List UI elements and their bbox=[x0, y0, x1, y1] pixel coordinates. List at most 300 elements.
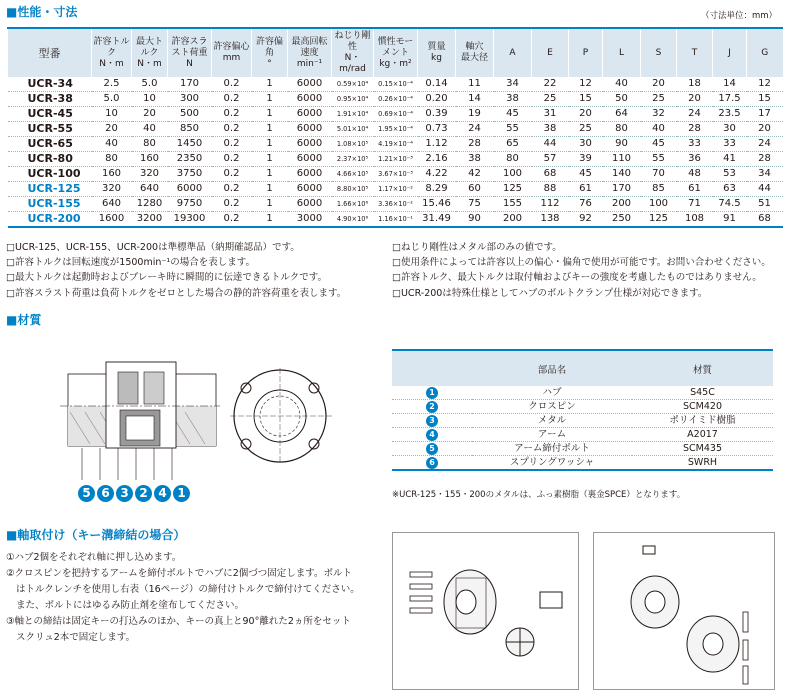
spec-header-unit: kg bbox=[431, 53, 442, 63]
spec-value-cell: 9750 bbox=[168, 197, 212, 212]
spec-value-cell: 20 bbox=[569, 107, 603, 122]
spec-header-label: 許容偏角 bbox=[255, 36, 283, 58]
spec-section-title: ■性能・寸法 bbox=[6, 5, 78, 19]
callout-number: 2 bbox=[135, 485, 152, 502]
spec-value-cell: 2.16 bbox=[418, 152, 456, 167]
spec-value-cell: 5.0 bbox=[92, 92, 132, 107]
spec-value-cell: 45 bbox=[569, 167, 603, 182]
spec-value-cell: 1.21×10⁻³ bbox=[374, 152, 418, 167]
note: □許容トルクは回転速度が1500min⁻¹の場合を表します。 bbox=[6, 257, 255, 269]
spec-value-cell: 160 bbox=[132, 152, 168, 167]
material-header-no bbox=[392, 350, 472, 386]
spec-value-cell: 44 bbox=[532, 137, 569, 152]
spec-value-cell: 0.2 bbox=[212, 212, 252, 228]
spec-value-cell: 48 bbox=[677, 167, 713, 182]
part-number-badge: 4 bbox=[426, 429, 438, 441]
spec-value-cell: 68 bbox=[747, 212, 783, 228]
spec-value-cell: 80 bbox=[494, 152, 532, 167]
callout-number: 3 bbox=[116, 485, 133, 502]
notes-left bbox=[6, 240, 346, 301]
spec-value-cell: 1.17×10⁻² bbox=[374, 182, 418, 197]
spec-header-label: P bbox=[582, 47, 589, 58]
spec-value-cell: 25 bbox=[641, 92, 677, 107]
spec-value-cell: 1.08×10⁵ bbox=[332, 137, 374, 152]
spec-value-cell: 24 bbox=[747, 137, 783, 152]
spec-value-cell: 34 bbox=[747, 167, 783, 182]
spec-value-cell: 4.90×10⁶ bbox=[332, 212, 374, 228]
spec-value-cell: 57 bbox=[532, 152, 569, 167]
spec-header-label: L bbox=[618, 47, 624, 58]
spec-value-cell: 0.15×10⁻⁴ bbox=[374, 77, 418, 92]
spec-value-cell: 0.95×10⁴ bbox=[332, 92, 374, 107]
spec-value-cell: 12 bbox=[569, 77, 603, 92]
spec-header-label: 許容トルク bbox=[93, 36, 130, 58]
spec-value-cell: 39 bbox=[569, 152, 603, 167]
spec-value-cell: 31 bbox=[532, 107, 569, 122]
spec-value-cell: 6000 bbox=[288, 167, 332, 182]
spec-header-label: G bbox=[761, 47, 769, 58]
material-number-cell bbox=[392, 456, 472, 471]
spec-value-cell: 112 bbox=[532, 197, 569, 212]
spec-value-cell: 0.59×10⁴ bbox=[332, 77, 374, 92]
material-note: ※UCR-125・155・200のメタルは、ふっ素樹脂（裏金SPCE）となります。 bbox=[392, 490, 686, 500]
spec-header-cell bbox=[8, 28, 92, 77]
spec-row bbox=[8, 137, 783, 152]
spec-value-cell: 300 bbox=[168, 92, 212, 107]
spec-header-cell bbox=[332, 28, 374, 77]
part-number-badge: 3 bbox=[426, 415, 438, 427]
spec-header-unit: N・m/rad bbox=[339, 53, 366, 74]
model-name-cell: UCR-155 bbox=[8, 197, 92, 212]
spec-value-cell: 40 bbox=[92, 137, 132, 152]
spec-header-label: 許容偏心 bbox=[213, 42, 250, 52]
spec-table bbox=[7, 27, 783, 228]
spec-value-cell: 6000 bbox=[168, 182, 212, 197]
spec-value-cell: 4.66×10⁵ bbox=[332, 167, 374, 182]
spec-value-cell: 41 bbox=[713, 152, 747, 167]
spec-header-cell bbox=[288, 28, 332, 77]
material-part-cell: アーム bbox=[472, 428, 632, 442]
mounting-step-line: はトルクレンチを使用し右表（16ページ）の締付けトルクで締付けてください。 bbox=[16, 584, 360, 595]
spec-row bbox=[8, 77, 783, 92]
spec-value-cell: 92 bbox=[569, 212, 603, 228]
spec-value-cell: 70 bbox=[641, 167, 677, 182]
spec-value-cell: 61 bbox=[677, 182, 713, 197]
material-material-cell: SCM420 bbox=[632, 400, 773, 414]
spec-value-cell: 33 bbox=[713, 137, 747, 152]
material-number-cell bbox=[392, 428, 472, 442]
spec-value-cell: 61 bbox=[569, 182, 603, 197]
spec-value-cell: 24 bbox=[456, 122, 494, 137]
spec-value-cell: 0.69×10⁻⁴ bbox=[374, 107, 418, 122]
spec-header-unit: N bbox=[186, 58, 193, 69]
spec-value-cell: 1600 bbox=[92, 212, 132, 228]
note: □UCR-200は特殊仕様としてハブのボルトクランプ仕様が対応できます。 bbox=[392, 287, 708, 299]
spec-value-cell: 100 bbox=[641, 197, 677, 212]
spec-value-cell: 85 bbox=[641, 182, 677, 197]
spec-value-cell: 38 bbox=[494, 92, 532, 107]
spec-header-cell bbox=[677, 28, 713, 77]
spec-value-cell: 1 bbox=[252, 137, 288, 152]
note: □最大トルクは起動時およびブレーキ時に瞬間的に伝達できるトルクです。 bbox=[6, 272, 327, 284]
mounting-step-line: ②クロスピンを把持するアームを締付ボルトでハブに2個づつ固定します。ボルト bbox=[6, 568, 353, 579]
spec-header-cell bbox=[132, 28, 168, 77]
model-name-cell: UCR-80 bbox=[8, 152, 92, 167]
spec-value-cell: 64 bbox=[603, 107, 641, 122]
spec-row bbox=[8, 167, 783, 182]
material-number-cell bbox=[392, 414, 472, 428]
spec-value-cell: 125 bbox=[641, 212, 677, 228]
mounting-section-title: ■軸取付け（キー溝締結の場合） bbox=[6, 528, 186, 542]
spec-value-cell: 80 bbox=[603, 122, 641, 137]
spec-value-cell: 170 bbox=[168, 77, 212, 92]
spec-value-cell: 1.95×10⁻⁴ bbox=[374, 122, 418, 137]
spec-header-label: 許容スラスト荷重 bbox=[171, 36, 208, 58]
spec-value-cell: 1.16×10⁻¹ bbox=[374, 212, 418, 228]
spec-value-cell: 110 bbox=[603, 152, 641, 167]
spec-value-cell: 1 bbox=[252, 212, 288, 228]
spec-value-cell: 0.2 bbox=[212, 122, 252, 137]
spec-value-cell: 25 bbox=[532, 92, 569, 107]
spec-header-cell bbox=[532, 28, 569, 77]
spec-value-cell: 44 bbox=[747, 182, 783, 197]
spec-value-cell: 60 bbox=[456, 182, 494, 197]
spec-value-cell: 20 bbox=[92, 122, 132, 137]
spec-value-cell: 1450 bbox=[168, 137, 212, 152]
material-number-cell bbox=[392, 400, 472, 414]
spec-value-cell: 3.67×10⁻³ bbox=[374, 167, 418, 182]
spec-value-cell: 90 bbox=[603, 137, 641, 152]
spec-value-cell: 1.12 bbox=[418, 137, 456, 152]
spec-value-cell: 20 bbox=[747, 122, 783, 137]
spec-value-cell: 1 bbox=[252, 107, 288, 122]
spec-header-cell bbox=[456, 28, 494, 77]
spec-header-unit: ° bbox=[267, 58, 272, 69]
spec-value-cell: 50 bbox=[603, 92, 641, 107]
spec-row bbox=[8, 197, 783, 212]
spec-value-cell: 6000 bbox=[288, 197, 332, 212]
spec-value-cell: 155 bbox=[494, 197, 532, 212]
spec-value-cell: 45 bbox=[494, 107, 532, 122]
model-name-cell: UCR-45 bbox=[8, 107, 92, 122]
spec-value-cell: 25 bbox=[569, 122, 603, 137]
spec-header-label: 型番 bbox=[38, 46, 61, 60]
spec-value-cell: 33 bbox=[677, 137, 713, 152]
spec-header-label: 質量 bbox=[427, 42, 446, 52]
spec-value-cell: 5.01×10⁴ bbox=[332, 122, 374, 137]
spec-value-cell: 36 bbox=[677, 152, 713, 167]
spec-value-cell: 18 bbox=[677, 77, 713, 92]
mounting-step-line: ③軸との締結は固定キーの打込みのほか、キーの真上と90°離れた2ヵ所をセット bbox=[6, 616, 351, 627]
spec-value-cell: 4.19×10⁻⁴ bbox=[374, 137, 418, 152]
spec-value-cell: 30 bbox=[569, 137, 603, 152]
spec-value-cell: 10 bbox=[92, 107, 132, 122]
material-part-cell: スプリングワッシャ bbox=[472, 456, 632, 471]
spec-value-cell: 0.2 bbox=[212, 182, 252, 197]
material-material-cell: ポリイミド樹脂 bbox=[632, 414, 773, 428]
material-row bbox=[392, 414, 773, 428]
mounting-step-line: ①ハブ2個をそれぞれ軸に押し込めます。 bbox=[6, 552, 182, 563]
spec-value-cell: 6000 bbox=[288, 107, 332, 122]
material-material-cell: SCM435 bbox=[632, 442, 773, 456]
spec-header-label: ねじり剛性 bbox=[334, 31, 371, 52]
spec-value-cell: 1 bbox=[252, 197, 288, 212]
spec-value-cell: 200 bbox=[494, 212, 532, 228]
spec-value-cell: 200 bbox=[603, 197, 641, 212]
spec-header-label: 最高回転速度 bbox=[291, 36, 328, 58]
spec-value-cell: 15 bbox=[747, 92, 783, 107]
spec-value-cell: 500 bbox=[168, 107, 212, 122]
spec-value-cell: 850 bbox=[168, 122, 212, 137]
spec-header-cell bbox=[713, 28, 747, 77]
spec-value-cell: 88 bbox=[532, 182, 569, 197]
spec-value-cell: 32 bbox=[641, 107, 677, 122]
spec-value-cell: 40 bbox=[641, 122, 677, 137]
spec-value-cell: 640 bbox=[92, 197, 132, 212]
spec-value-cell: 6000 bbox=[288, 92, 332, 107]
spec-value-cell: 65 bbox=[494, 137, 532, 152]
coupling-section-drawing bbox=[60, 352, 220, 492]
model-name-cell: UCR-38 bbox=[8, 92, 92, 107]
spec-header-unit: mm bbox=[222, 53, 241, 63]
spec-value-cell: 1 bbox=[252, 167, 288, 182]
material-table bbox=[392, 349, 773, 471]
part-number-badge: 5 bbox=[426, 443, 438, 455]
spec-value-cell: 28 bbox=[747, 152, 783, 167]
spec-value-cell: 80 bbox=[92, 152, 132, 167]
spec-header-cell bbox=[92, 28, 132, 77]
spec-value-cell: 3750 bbox=[168, 167, 212, 182]
callout-number: 5 bbox=[78, 485, 95, 502]
spec-value-cell: 19300 bbox=[168, 212, 212, 228]
spec-value-cell: 14 bbox=[456, 92, 494, 107]
spec-header-label: J bbox=[728, 47, 731, 58]
spec-value-cell: 1.66×10⁶ bbox=[332, 197, 374, 212]
note: □許容トルク、最大トルクは取付軸およびキーの強度を考慮したものではありません。 bbox=[392, 272, 762, 284]
spec-value-cell: 75 bbox=[456, 197, 494, 212]
spec-header-cell bbox=[212, 28, 252, 77]
callout-number: 1 bbox=[173, 485, 190, 502]
spec-value-cell: 1 bbox=[252, 77, 288, 92]
spec-value-cell: 0.39 bbox=[418, 107, 456, 122]
spec-value-cell: 55 bbox=[494, 122, 532, 137]
spec-value-cell: 20 bbox=[132, 107, 168, 122]
part-number-badge: 1 bbox=[426, 387, 438, 399]
spec-row bbox=[8, 107, 783, 122]
spec-header-cell bbox=[603, 28, 641, 77]
spec-value-cell: 5.0 bbox=[132, 77, 168, 92]
spec-value-cell: 45 bbox=[641, 137, 677, 152]
spec-value-cell: 24 bbox=[677, 107, 713, 122]
spec-value-cell: 125 bbox=[494, 182, 532, 197]
model-name-cell: UCR-200 bbox=[8, 212, 92, 228]
material-part-cell: クロスピン bbox=[472, 400, 632, 414]
coupling-end-view-drawing bbox=[228, 366, 336, 466]
spec-value-cell: 28 bbox=[456, 137, 494, 152]
spec-value-cell: 23.5 bbox=[713, 107, 747, 122]
spec-value-cell: 34 bbox=[494, 77, 532, 92]
spec-header-cell bbox=[494, 28, 532, 77]
model-name-cell: UCR-65 bbox=[8, 137, 92, 152]
model-name-cell: UCR-100 bbox=[8, 167, 92, 182]
spec-value-cell: 40 bbox=[603, 77, 641, 92]
spec-row bbox=[8, 122, 783, 137]
spec-value-cell: 0.2 bbox=[212, 107, 252, 122]
spec-value-cell: 76 bbox=[569, 197, 603, 212]
spec-header-label: S bbox=[655, 47, 662, 58]
spec-header-cell bbox=[418, 28, 456, 77]
spec-value-cell: 160 bbox=[92, 167, 132, 182]
part-number-callouts bbox=[78, 482, 192, 502]
spec-header-unit: min⁻¹ bbox=[296, 58, 323, 69]
spec-value-cell: 91 bbox=[713, 212, 747, 228]
model-name-cell: UCR-55 bbox=[8, 122, 92, 137]
spec-value-cell: 38 bbox=[456, 152, 494, 167]
spec-value-cell: 250 bbox=[603, 212, 641, 228]
spec-value-cell: 3.36×10⁻² bbox=[374, 197, 418, 212]
model-name-cell: UCR-34 bbox=[8, 77, 92, 92]
spec-value-cell: 80 bbox=[132, 137, 168, 152]
spec-value-cell: 28 bbox=[677, 122, 713, 137]
spec-value-cell: 640 bbox=[132, 182, 168, 197]
spec-row bbox=[8, 92, 783, 107]
spec-value-cell: 6000 bbox=[288, 77, 332, 92]
spec-value-cell: 138 bbox=[532, 212, 569, 228]
spec-value-cell: 3200 bbox=[132, 212, 168, 228]
spec-value-cell: 6000 bbox=[288, 122, 332, 137]
spec-value-cell: 63 bbox=[713, 182, 747, 197]
spec-value-cell: 40 bbox=[132, 122, 168, 137]
mounting-steps bbox=[6, 550, 360, 646]
spec-header-cell bbox=[168, 28, 212, 77]
spec-value-cell: 42 bbox=[456, 167, 494, 182]
spec-value-cell: 74.5 bbox=[713, 197, 747, 212]
notes-right bbox=[392, 240, 771, 301]
spec-value-cell: 17.5 bbox=[713, 92, 747, 107]
spec-row bbox=[8, 182, 783, 197]
material-material-cell: A2017 bbox=[632, 428, 773, 442]
spec-value-cell: 31.49 bbox=[418, 212, 456, 228]
note: □UCR-125、UCR-155、UCR-200は準標準品（納期確認品）です。 bbox=[6, 242, 300, 253]
spec-value-cell: 0.26×10⁻⁴ bbox=[374, 92, 418, 107]
spec-row bbox=[8, 212, 783, 228]
material-row bbox=[392, 456, 773, 471]
spec-header-label: E bbox=[547, 47, 553, 58]
spec-value-cell: 71 bbox=[677, 197, 713, 212]
assembly-illustration-left bbox=[392, 532, 579, 690]
spec-value-cell: 90 bbox=[456, 212, 494, 228]
spec-header-label: 軸穴 bbox=[465, 42, 484, 52]
spec-row bbox=[8, 152, 783, 167]
spec-value-cell: 19 bbox=[456, 107, 494, 122]
spec-value-cell: 1 bbox=[252, 92, 288, 107]
spec-value-cell: 6000 bbox=[288, 137, 332, 152]
spec-header-unit: 最大径 bbox=[460, 53, 488, 63]
spec-value-cell: 0.2 bbox=[212, 77, 252, 92]
material-material-cell: S45C bbox=[632, 386, 773, 400]
material-part-cell: メタル bbox=[472, 414, 632, 428]
spec-value-cell: 0.20 bbox=[418, 92, 456, 107]
spec-value-cell: 1.91×10⁴ bbox=[332, 107, 374, 122]
material-number-cell bbox=[392, 442, 472, 456]
mounting-step-line: また、ボルトにはゆるみ防止剤を塗布してください。 bbox=[16, 600, 245, 611]
spec-value-cell: 53 bbox=[713, 167, 747, 182]
material-row bbox=[392, 428, 773, 442]
note: □使用条件によっては許容以上の偏心・偏角で使用が可能です。お問い合わせください。 bbox=[392, 257, 771, 269]
spec-value-cell: 0.2 bbox=[212, 92, 252, 107]
spec-value-cell: 0.14 bbox=[418, 77, 456, 92]
spec-header-unit: kg・m² bbox=[379, 58, 412, 69]
spec-value-cell: 38 bbox=[532, 122, 569, 137]
spec-value-cell: 1 bbox=[252, 152, 288, 167]
spec-value-cell: 2.37×10⁵ bbox=[332, 152, 374, 167]
model-name-cell: UCR-125 bbox=[8, 182, 92, 197]
spec-value-cell: 0.2 bbox=[212, 197, 252, 212]
assembly-illustration-right bbox=[593, 532, 775, 690]
callout-number: 6 bbox=[97, 485, 114, 502]
spec-value-cell: 1 bbox=[252, 182, 288, 197]
spec-value-cell: 8.80×10⁵ bbox=[332, 182, 374, 197]
spec-header-cell bbox=[252, 28, 288, 77]
spec-value-cell: 108 bbox=[677, 212, 713, 228]
unit-note: （寸法単位：mm） bbox=[700, 11, 777, 21]
spec-value-cell: 30 bbox=[713, 122, 747, 137]
callout-number: 4 bbox=[154, 485, 171, 502]
part-number-badge: 2 bbox=[426, 401, 438, 413]
spec-header-label: T bbox=[691, 47, 698, 58]
spec-value-cell: 100 bbox=[494, 167, 532, 182]
material-part-cell: アーム締付ボルト bbox=[472, 442, 632, 456]
material-row bbox=[392, 442, 773, 456]
material-header-part: 部品名 bbox=[472, 350, 632, 386]
material-part-cell: ハブ bbox=[472, 386, 632, 400]
material-section-title: ■材質 bbox=[6, 313, 42, 327]
spec-value-cell: 17 bbox=[747, 107, 783, 122]
spec-header-label: 最大トルク bbox=[135, 36, 163, 58]
spec-header-cell bbox=[747, 28, 783, 77]
spec-value-cell: 68 bbox=[532, 167, 569, 182]
spec-value-cell: 8.29 bbox=[418, 182, 456, 197]
spec-value-cell: 20 bbox=[641, 77, 677, 92]
spec-value-cell: 6000 bbox=[288, 182, 332, 197]
spec-value-cell: 10 bbox=[132, 92, 168, 107]
spec-value-cell: 20 bbox=[677, 92, 713, 107]
spec-header-label: A bbox=[509, 47, 516, 58]
spec-header-unit: N・m bbox=[137, 58, 162, 69]
spec-value-cell: 3000 bbox=[288, 212, 332, 228]
spec-value-cell: 1 bbox=[252, 122, 288, 137]
spec-value-cell: 0.2 bbox=[212, 137, 252, 152]
spec-value-cell: 12 bbox=[747, 77, 783, 92]
spec-value-cell: 11 bbox=[456, 77, 494, 92]
spec-value-cell: 0.73 bbox=[418, 122, 456, 137]
spec-value-cell: 15 bbox=[569, 92, 603, 107]
spec-value-cell: 15.46 bbox=[418, 197, 456, 212]
note: □許容スラスト荷重は負荷トルクをゼロとした場合の静的許容荷重を表します。 bbox=[6, 287, 347, 299]
spec-value-cell: 22 bbox=[532, 77, 569, 92]
spec-header-label: 慣性モーメント bbox=[377, 36, 414, 58]
material-row bbox=[392, 400, 773, 414]
spec-value-cell: 51 bbox=[747, 197, 783, 212]
spec-value-cell: 4.22 bbox=[418, 167, 456, 182]
spec-value-cell: 170 bbox=[603, 182, 641, 197]
spec-header-cell bbox=[374, 28, 418, 77]
spec-value-cell: 6000 bbox=[288, 152, 332, 167]
spec-value-cell: 0.2 bbox=[212, 167, 252, 182]
note: □ねじり剛性はメタル部のみの値です。 bbox=[392, 242, 562, 253]
spec-value-cell: 0.2 bbox=[212, 152, 252, 167]
material-number-cell bbox=[392, 386, 472, 400]
